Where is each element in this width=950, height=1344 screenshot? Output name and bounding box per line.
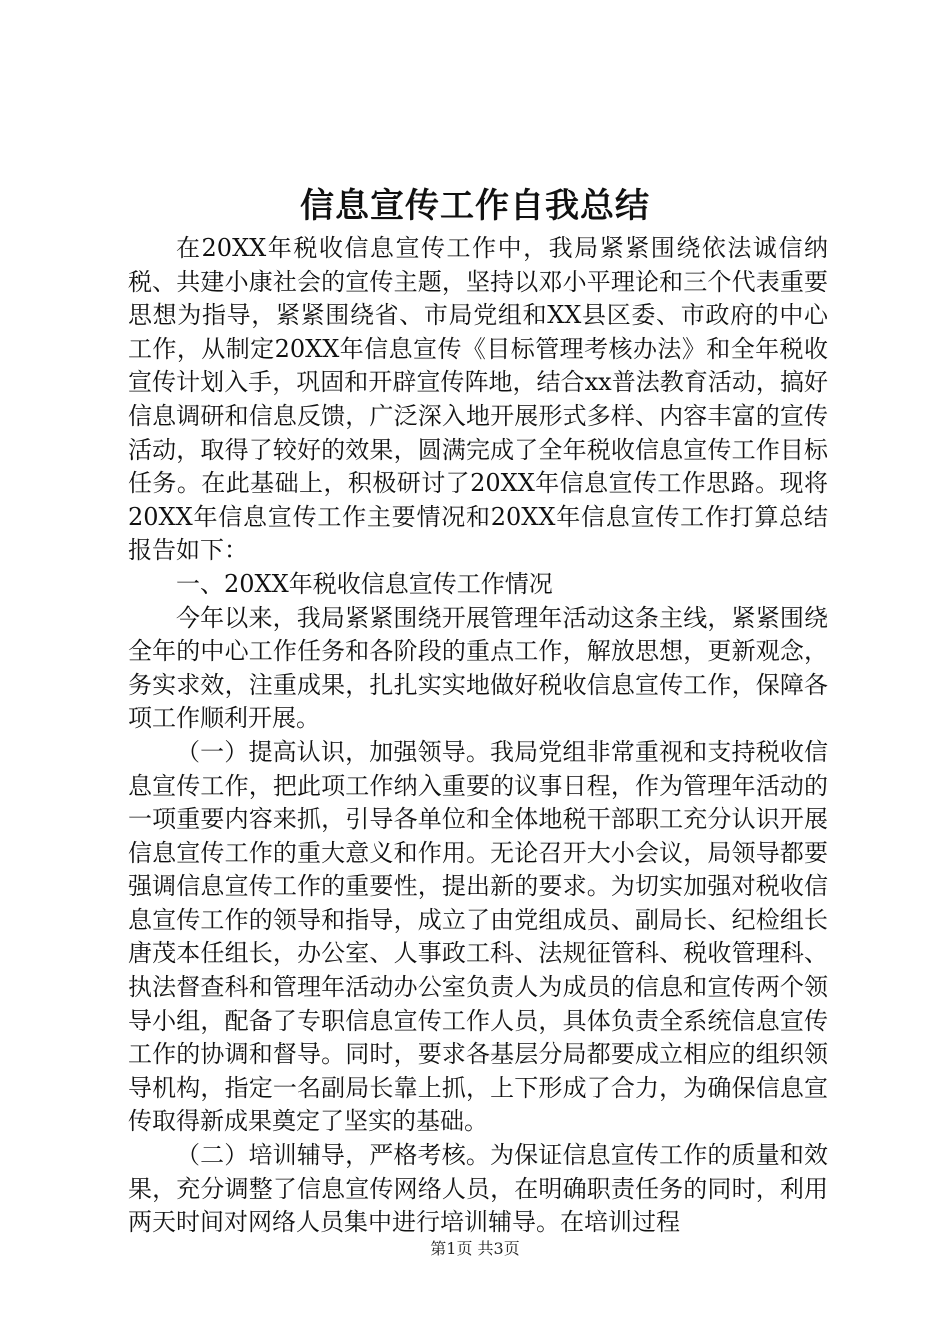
paragraph-intro: 在20XX年税收信息宣传工作中，我局紧紧围绕依法诚信纳税、共建小康社会的宣传主题，坚持以邓小平理论和三个代表重要思想为指导，紧紧围绕省、市局党组和XX县区委、市政府的中心工作，从制定20XX年信息宣传《目标管理考核办法》和全年税收宣传计划入手，巩固和开辟宣传阵地，结合xx普法教育活动，搞好信息调研和信息反馈，广泛深入地开展形式多样、内容丰富的宣传活动，取得了较好的效果，圆满完成了全年税收信息宣传工作目标任务。在此基础上，积极研讨了20XX年信息宣传工作思路。现将20XX年信息宣传工作主要情况和20XX年信息宣传工作打算总结报告如下：	[128, 234, 828, 565]
page-number-footer: 第1页 共3页	[430, 1239, 520, 1258]
paragraph-overview: 今年以来，我局紧紧围绕开展管理年活动这条主线，紧紧围绕全年的中心工作任务和各阶段的重点工作，解放思想，更新观念，务实求效，注重成果，扎扎实实地做好税收信息宣传工作，保障各项工作顺利开展。	[128, 603, 828, 733]
section-heading-1: 一、20XX年税收信息宣传工作情况	[176, 569, 553, 598]
paragraph-training: （二）培训辅导，严格考核。为保证信息宣传工作的质量和效果，充分调整了信息宣传网络人员，在明确职责任务的同时，利用两天时间对网络人员集中进行培训辅导。在培训过程	[128, 1141, 828, 1237]
document-body	[128, 232, 828, 1240]
paragraph-leadership: （一）提高认识，加强领导。我局党组非常重视和支持税收信息宣传工作，把此项工作纳入重要的议事日程，作为管理年活动的一项重要内容来抓，引导各单位和全体地税干部职工充分认识开展信息宣传工作的重大意义和作用。无论召开大小会议，局领导都要强调信息宣传工作的重要性，提出新的要求。为切实加强对税收信息宣传工作的领导和指导，成立了由党组成员、副局长、纪检组长唐茂本任组长，办公室、人事政工科、法规征管科、税收管理科、执法督查科和管理年活动办公室负责人为成员的信息和宣传两个领导小组，配备了专职信息宣传工作人员，具体负责全系统信息宣传工作的协调和督导。同时，要求各基层分局都要成立相应的组织领导机构，指定一名副局长靠上抓，上下形成了合力，为确保信息宣传取得新成果奠定了坚实的基础。	[128, 737, 828, 1136]
document-title: 信息宣传工作自我总结	[300, 186, 650, 226]
